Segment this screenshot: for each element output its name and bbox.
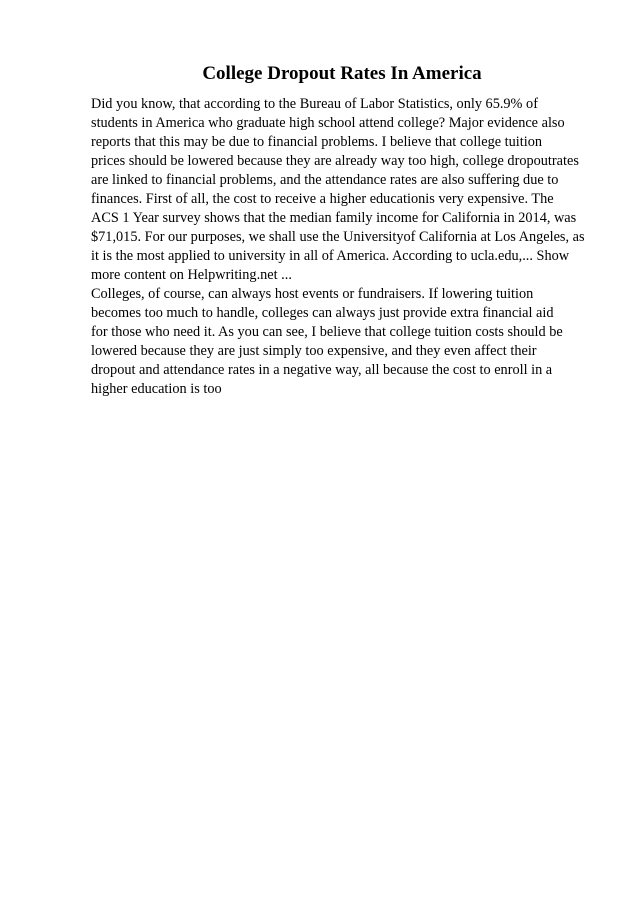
- text-line: prices should be lowered because they are already way too high, college dropoutrates: [91, 153, 579, 169]
- text-line: students in America who graduate high school attend college? Major evidence also: [91, 115, 565, 131]
- text-line: dropout and attendance rates in a negative way, all because the cost to enroll in a: [91, 362, 553, 378]
- text-line: reports that this may be due to financial problems. I believe that college tuition: [91, 134, 543, 150]
- text-line: lowered because they are just simply too expensive, and they even affect their: [91, 343, 537, 359]
- text-line: Did you know, that according to the Bureau of Labor Statistics, only 65.9% of: [91, 96, 538, 112]
- text-line: becomes too much to handle, colleges can always just provide extra financial aid: [91, 305, 554, 321]
- text-line: more content on Helpwriting.net ...: [91, 267, 292, 283]
- document-body: [91, 95, 621, 399]
- paragraph-1: [91, 95, 621, 285]
- text-line: $71,015. For our purposes, we shall use the Universityof California at Los Angeles, as: [91, 229, 585, 245]
- paragraph-2: [91, 285, 621, 399]
- text-line: Colleges, of course, can always host events or fundraisers. If lowering tuition: [91, 286, 534, 302]
- text-line: it is the most applied to university in all of America. According to ucla.edu,... Show: [91, 248, 570, 264]
- text-line: for those who need it. As you can see, I believe that college tuition costs should be: [91, 324, 563, 340]
- text-line: higher education is too: [91, 381, 222, 397]
- text-line: are linked to financial problems, and the attendance rates are also suffering due to: [91, 172, 559, 188]
- page-title: College Dropout Rates In America: [202, 63, 482, 84]
- text-line: finances. First of all, the cost to receive a higher educationis very expensive. The: [91, 191, 554, 207]
- text-line: ACS 1 Year survey shows that the median family income for California in 2014, was: [91, 210, 577, 226]
